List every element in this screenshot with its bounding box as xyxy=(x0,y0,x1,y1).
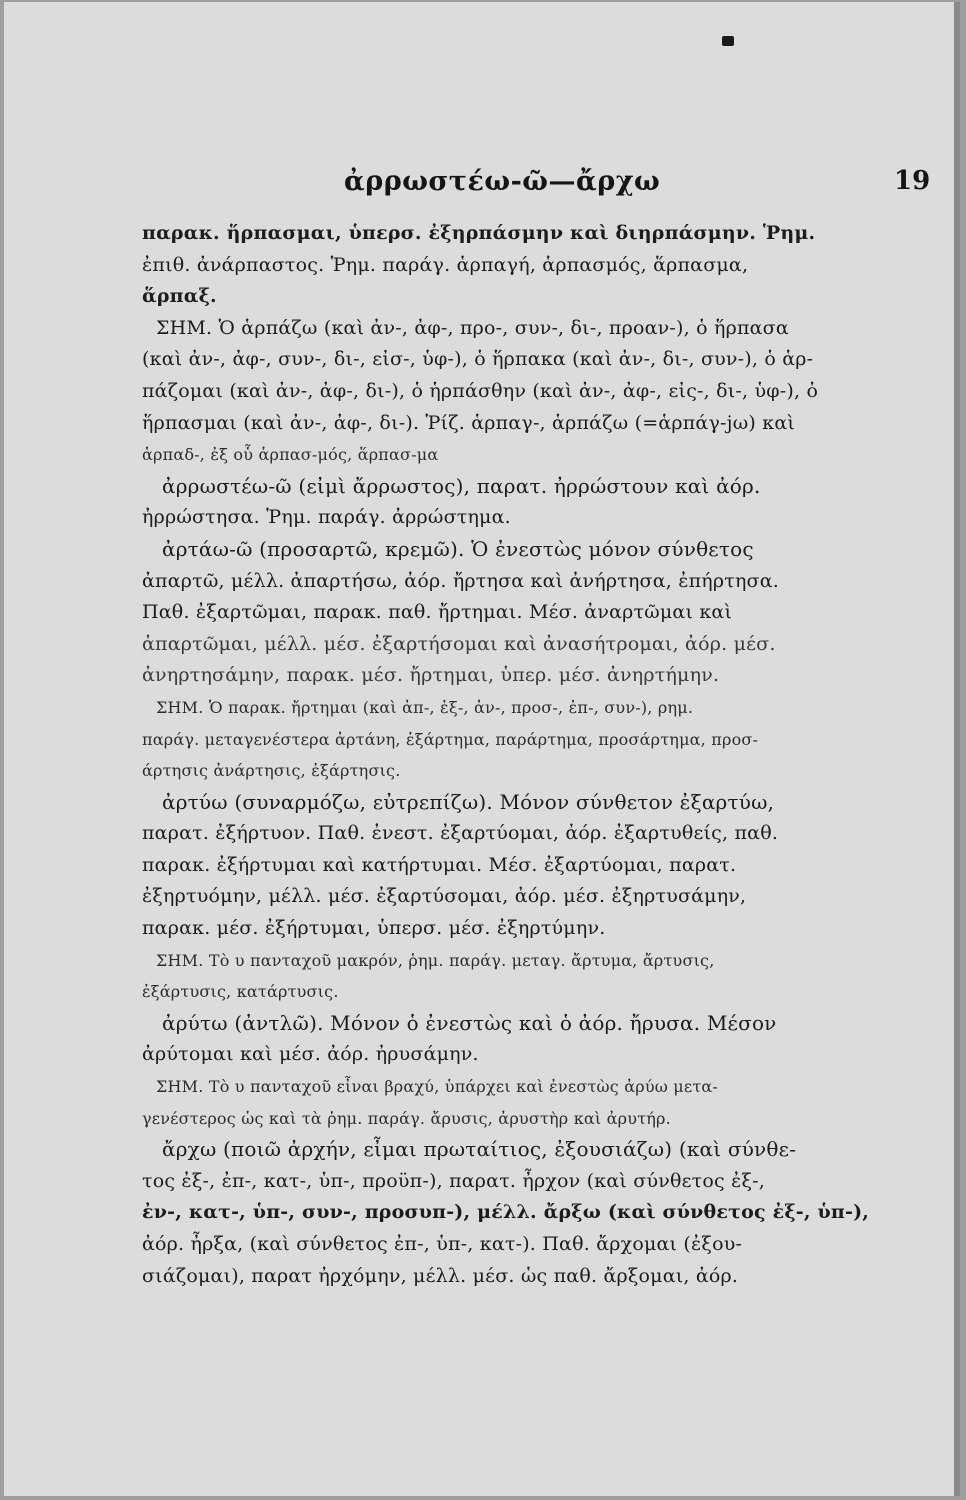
note-line: ΣΗΜ. Ὁ παρακ. ἤρτημαι (καὶ ἀπ-, ἐξ-, ἀν-, προσ-, ἐπ-, συν-), ρημ. xyxy=(156,697,694,717)
page-edge-shadow xyxy=(954,2,960,1496)
running-head: ἀρρωστέω-ῶ—ἄρχω xyxy=(344,166,661,197)
note-line: παράγ. μεταγενέστερα ἀρτάνη, ἐξάρτημα, παράρτημα, προσάρτημα, προσ- xyxy=(142,729,759,749)
note-line: γενέστερος ὡς καὶ τὰ ῥημ. παράγ. ἄρυσις, ἀρυστὴρ καὶ ἀρυτήρ. xyxy=(142,1108,671,1128)
note-line: ἐξάρτυσις, κατάρτυσις. xyxy=(142,982,339,1002)
note-line: άρτησις ἀνάρτησις, ἐξάρτησις. xyxy=(142,761,401,781)
text-line: παρακ. ἐξήρτυμαι καὶ κατήρτυμαι. Μέσ. ἐξαρτύομαι, παρατ. xyxy=(142,853,737,876)
book-page xyxy=(4,2,960,1496)
text-line: ἀόρ. ἦρξα, (καὶ σύνθετος ἐπ-, ὑπ-, κατ-). Παθ. ἄρχομαι (ἐξου- xyxy=(142,1233,743,1255)
text-line: ἐν-, κατ-, ὑπ-, συν-, προσυπ-), μέλλ. ἄρξω (καὶ σύνθετος ἐξ-, ὑπ-), xyxy=(142,1201,870,1224)
text-line: σιάζομαι), παρατ ἠρχόμην, μέλλ. μέσ. ὡς παθ. ἄρξομαι, ἀόρ. xyxy=(142,1264,739,1287)
text-line: ἐπιθ. ἀνάρπαστος. Ῥημ. παράγ. ἁρπαγή, ἁρπασμός, ἅρπασμα, xyxy=(142,253,749,276)
dictionary-text xyxy=(142,218,870,1292)
ink-mark xyxy=(722,36,734,46)
text-line: ἀρύτομαι καὶ μέσ. ἀόρ. ἠρυσάμην. xyxy=(142,1043,479,1066)
text-line: ἅρπαξ. xyxy=(142,285,217,308)
note-line: ΣΗΜ. Τὸ υ πανταχοῦ εἶναι βραχύ, ὑπάρχει καὶ ἐνεστὼς ἀρύω μετα- xyxy=(156,1077,719,1097)
entry-headword-line: ἀρτύω (συναρμόζω, εὐτρεπίζω). Μόνον σύνθετον ἐξαρτύω, xyxy=(162,789,775,814)
page-number: 19 xyxy=(894,166,931,196)
text-line: Παθ. ἐξαρτῶμαι, παρακ. παθ. ἤρτημαι. Μέσ. ἀναρτῶμαι καὶ xyxy=(142,601,733,624)
entry-headword-line: ἄρχω (ποιῶ ἀρχήν, εἶμαι πρωταίτιος, ἐξουσιάζω) (καὶ σύνθε- xyxy=(162,1137,797,1162)
text-line: ἀπαρτῶμαι, μέλλ. μέσ. ἐξαρτήσομαι καὶ ἀνασήτρομαι, ἀόρ. μέσ. xyxy=(142,632,776,655)
text-line: παρακ. ἥρπασμαι, ὑπερσ. ἐξηρπάσμην καὶ διηρπάσμην. Ῥημ. xyxy=(142,222,816,244)
note-line: (καὶ ἀν-, ἀφ-, συν-, δι-, εἰσ-, ὑφ-), ὁ ἥρπακα (καὶ ἀν-, δι-, συν-), ὁ ἁρ- xyxy=(142,348,814,371)
entry-headword-line: ἀρρωστέω-ῶ (εἰμὶ ἄρρωστος), παρατ. ἠρρώστουν καὶ ἀόρ. xyxy=(162,473,761,498)
note-line: ἥρπασμαι (καὶ ἀν-, ἀφ-, δι-). Ῥίζ. ἁρπαγ-, ἁρπάζω (=ἁρπάγ-jω) καὶ xyxy=(142,411,796,434)
text-line: παρακ. μέσ. ἐξήρτυμαι, ὑπερσ. μέσ. ἐξηρτύμην. xyxy=(142,917,606,940)
text-line: ἠρρώστησα. Ῥημ. παράγ. ἀρρώστημα. xyxy=(142,506,511,529)
entry-headword-line: ἀρύτω (ἀντλῶ). Μόνον ὁ ἐνεστὼς καὶ ὁ ἀόρ. ἤρυσα. Μέσον xyxy=(162,1010,777,1035)
note-line: πάζομαι (καὶ ἀν-, ἀφ-, δι-), ὁ ἡρπάσθην (καὶ ἀν-, ἀφ-, εἰς-, δι-, ὑφ-), ὁ xyxy=(142,379,819,402)
text-line: ἀπαρτῶ, μέλλ. ἀπαρτήσω, ἀόρ. ἤρτησα καὶ ἀνήρτησα, ἐπήρτησα. xyxy=(142,569,779,592)
text-line: ἀνηρτησάμην, παρακ. μέσ. ἤρτημαι, ὑπερ. μέσ. ἀνηρτήμην. xyxy=(142,664,720,687)
note-line: ΣΗΜ. Τὸ υ πανταχοῦ μακρόν, ῥημ. παράγ. μεταγ. ἄρτυμα, ἄρτυσις, xyxy=(156,950,715,970)
entry-headword-line: ἀρτάω-ῶ (προσαρτῶ, κρεμῶ). Ὁ ἐνεστὼς μόνον σύνθετος xyxy=(162,536,754,561)
text-line: τος ἐξ-, ἐπ-, κατ-, ὑπ-, προϋπ-), παρατ. ἦρχον (καὶ σύνθετος ἐξ-, xyxy=(142,1169,765,1192)
text-line: ἐξηρτυόμην, μέλλ. μέσ. ἐξαρτύσομαι, ἀόρ. μέσ. ἐξηρτυσάμην, xyxy=(142,885,747,908)
note-line: ΣΗΜ. Ὁ ἁρπάζω (καὶ ἀν-, ἀφ-, προ-, συν-, δι-, προαν-), ὁ ἥρπασα xyxy=(156,316,789,339)
text-line: παρατ. ἐξήρτυον. Παθ. ἐνεστ. ἐξαρτύομαι, ἀόρ. ἐξαρτυθείς, παθ. xyxy=(142,822,779,845)
note-line: ἁρπαδ-, ἐξ οὗ ἁρπασ-μός, ἅρπασ-μα xyxy=(142,445,439,465)
page-header xyxy=(4,166,960,206)
